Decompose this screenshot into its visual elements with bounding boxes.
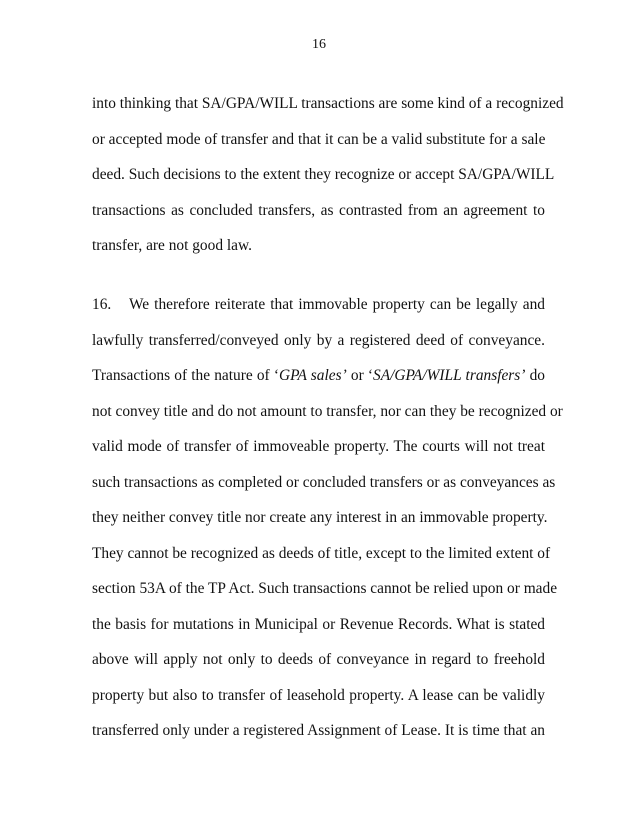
text-segment: Transactions of the nature of ‘ xyxy=(92,367,279,384)
text-line: deed. Such decisions to the extent they recognize or accept SA/GPA/WILL xyxy=(92,166,555,183)
text-segment: or ‘ xyxy=(346,367,374,384)
text-line: lawfully transferred/conveyed only by a registered deed of conveyance. xyxy=(92,331,545,349)
text-line: into thinking that SA/GPA/WILL transactions are some kind of a recognized xyxy=(92,95,564,112)
text-line: not convey title and do not amount to transfer, nor can they be recognized or xyxy=(92,402,563,420)
paragraph-first-line xyxy=(92,296,545,332)
text-line: they neither convey title nor create any interest in an immovable property. xyxy=(92,509,548,526)
text-line: such transactions as completed or concluded transfers or as conveyances as xyxy=(92,473,556,491)
paragraph-number: 16. xyxy=(92,296,112,313)
page-number: 16 xyxy=(312,37,326,52)
text-line: transactions as concluded transfers, as contrasted from an agreement to xyxy=(92,201,545,219)
text-segment: do xyxy=(525,367,545,384)
text-line-with-italics xyxy=(92,367,545,403)
text-line: the basis for mutations in Municipal or Revenue Records. What is stated xyxy=(92,615,545,633)
text-line: They cannot be recognized as deeds of title, except to the limited extent of xyxy=(92,544,551,562)
paragraph-continuation xyxy=(92,95,564,273)
italic-term: GPA sales’ xyxy=(278,367,347,384)
text-line: or accepted mode of transfer and that it can be a valid substitute for a sale xyxy=(92,130,546,148)
text-line: transferred only under a registered Assignment of Lease. It is time that an xyxy=(92,722,545,739)
text-line: section 53A of the TP Act. Such transactions cannot be relied upon or made xyxy=(92,580,558,597)
text-line: valid mode of transfer of immoveable property. The courts will not treat xyxy=(92,438,545,455)
text-line: transfer, are not good law. xyxy=(92,237,252,254)
text-line: We therefore reiterate that immovable property can be legally and xyxy=(129,296,545,313)
text-line: above will apply not only to deeds of conveyance in regard to freehold xyxy=(92,651,545,668)
text-line: property but also to transfer of leasehold property. A lease can be validly xyxy=(92,686,545,704)
italic-term: SA/GPA/WILL transfers’ xyxy=(373,367,526,384)
paragraph-16 xyxy=(92,296,563,758)
